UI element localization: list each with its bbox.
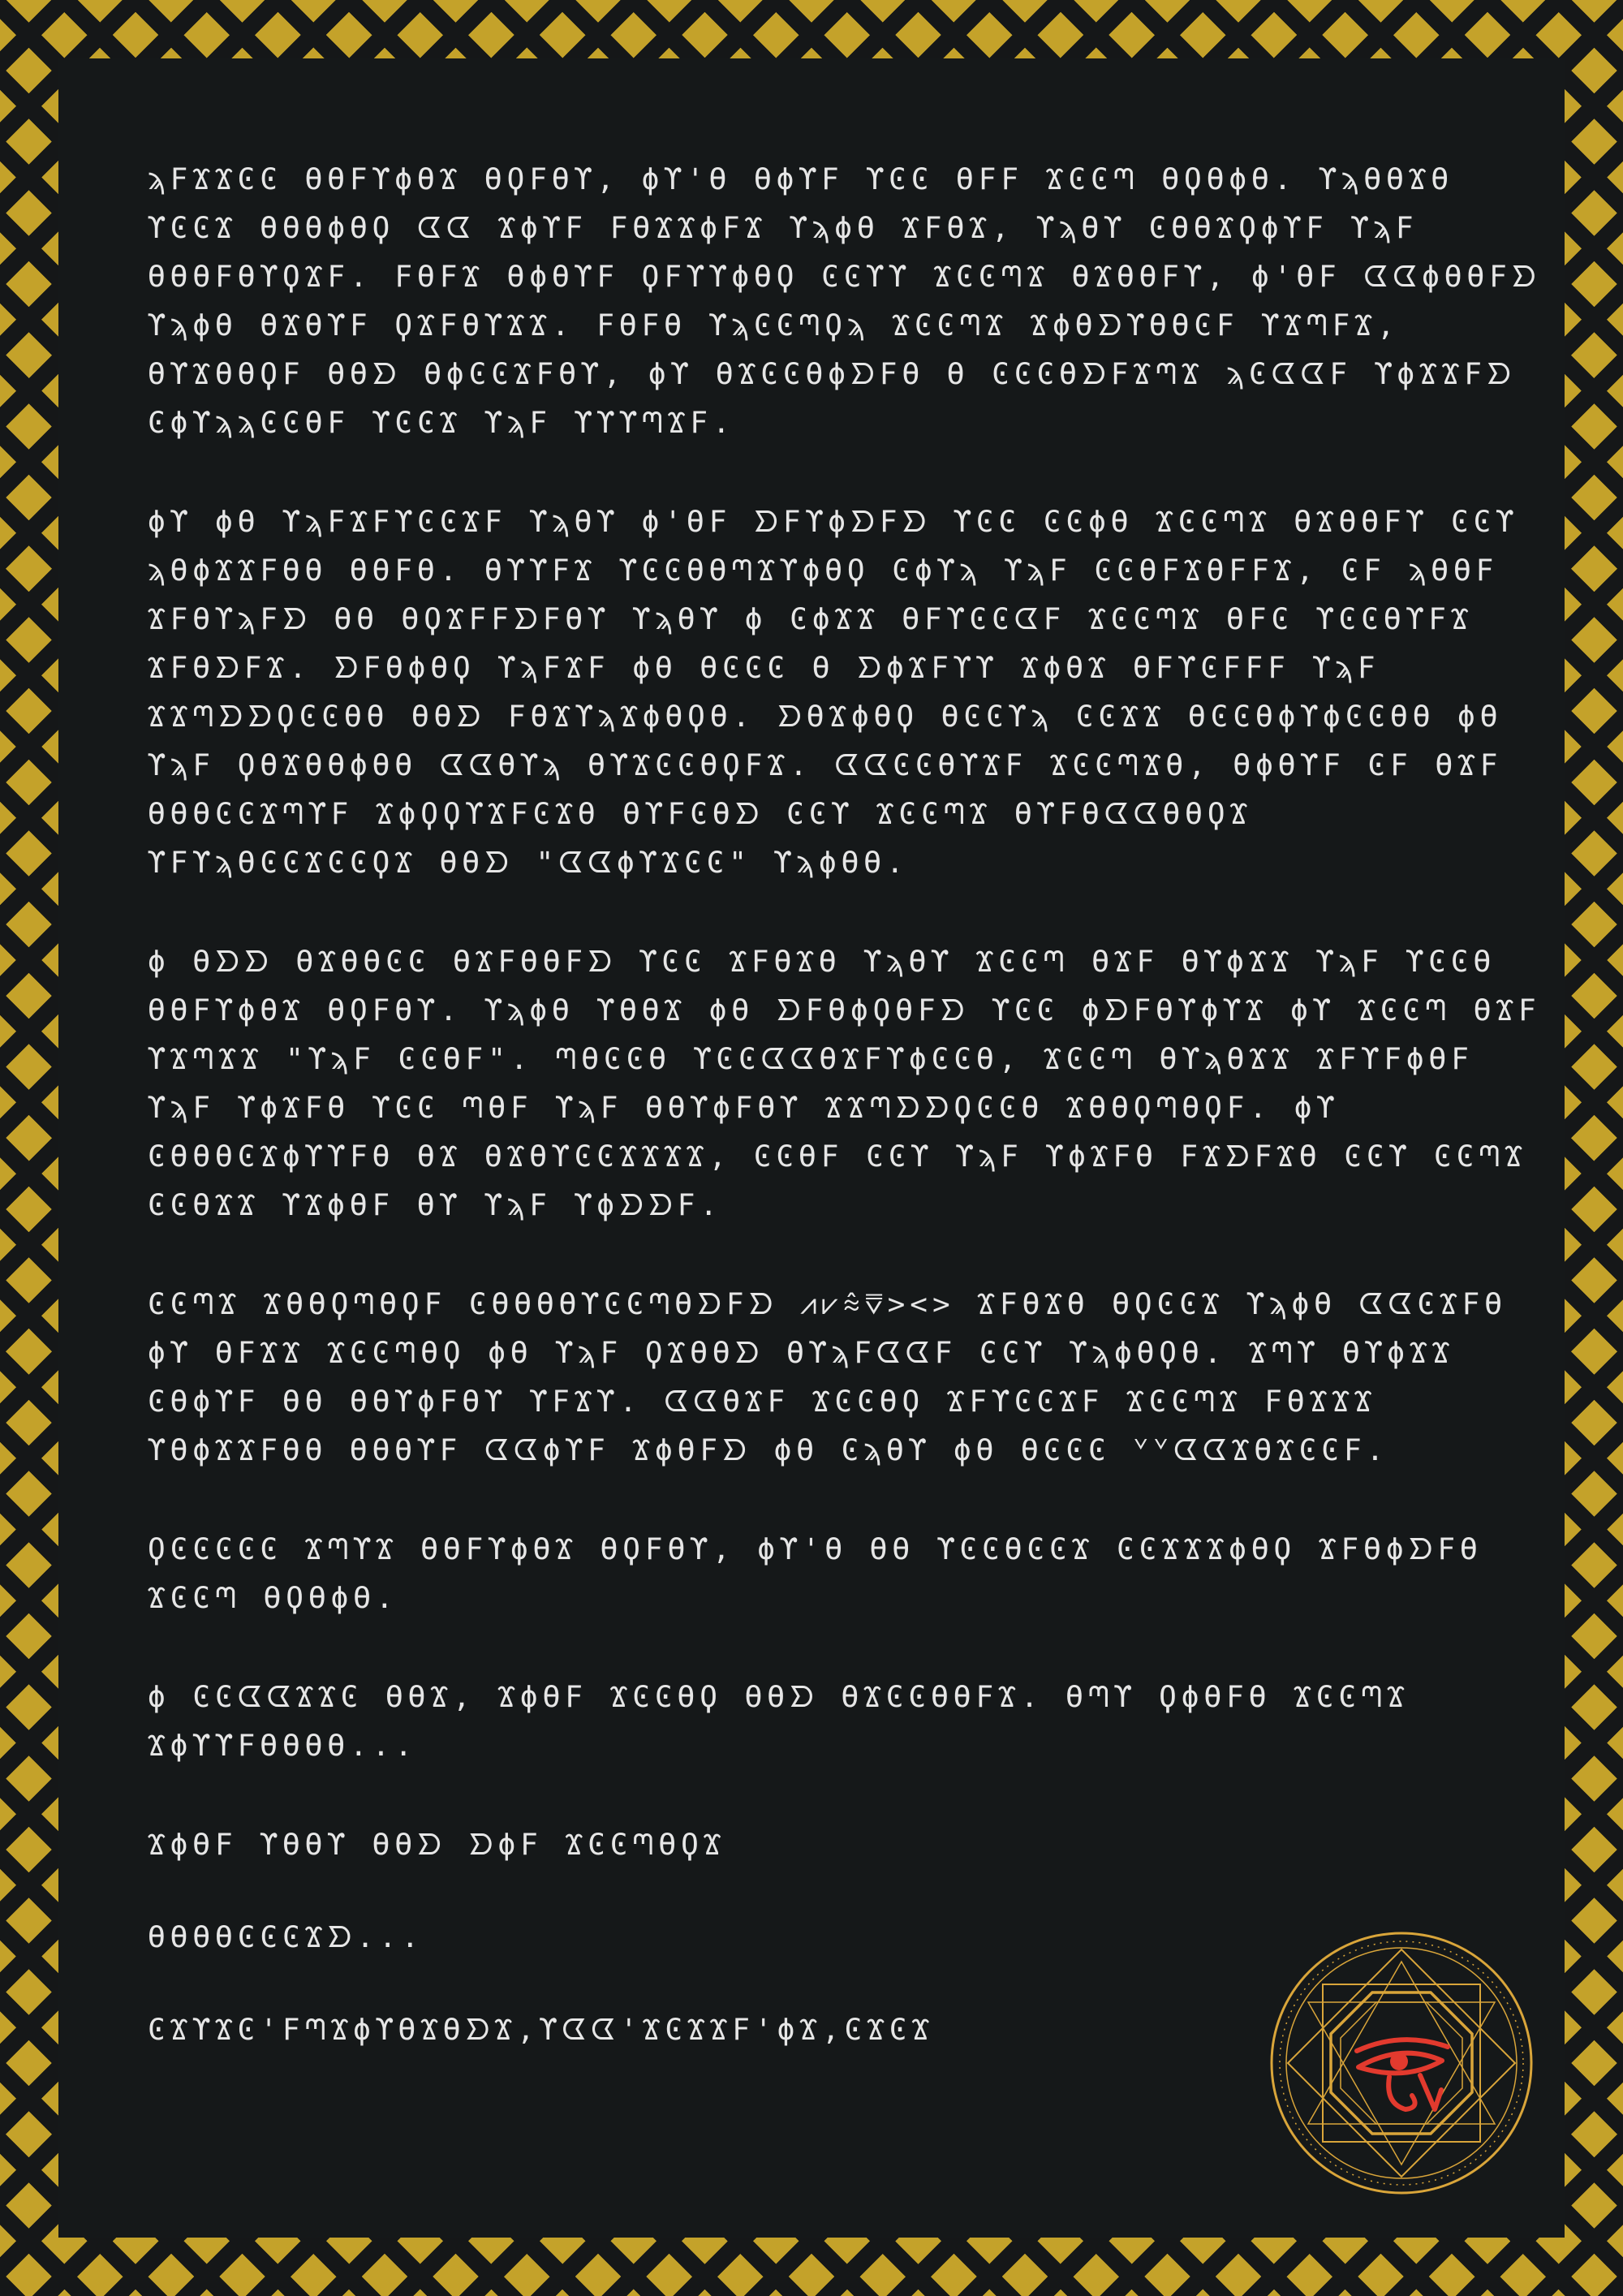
closing-line: ϪϕϴϜ ϒϴϴϒ ϴϴᗤ ᗤϕϜ ϪϾϾᘉϴϘϪ (148, 1829, 726, 1862)
paragraph-5: ϘϾϾϾϾϾ ϪᘉϒϪ ϴϴϜϒϕϴϪ ϴϘϜϴϒ, ϕϒ'ϴ ϴϴ ϒϾϾϴϾϾϪ ϾϾϪϪϪϕϴϘ ϪϜϴϕᗤϜϴ ϪϾϾᘉ ϴϘϴϕϴ. (148, 1533, 1483, 1615)
signoff: ϴϴϴϴϾϾϾϪᗤ... (148, 1921, 424, 1954)
eye-of-horus-seal (1268, 1929, 1535, 2197)
letter-body (148, 156, 1543, 2105)
paragraph-4: ϾϾᘉϪ ϪϴϴϘᘉϴϘϜ ϾϴϴϴϴϒϾϾᘉϴᗤϜᗤ ⩘⩗⩯⩢><> ϪϜϴϪϴ ϴϘϾϾϪ ϒϡϕϴ ᗧᗧϾϪϜϴ ϕϒ ϴϜϪϪ ϪϾϾᘉϴϘ ϕϴ ϒϡϜ ϘϪϴϴᗤ ϴϒϡϜᗧᗧϜ ϾϾϒ ϒϡϕϴϘϴ. Ϫᘉϒ ϴϒϕϪϪ ϾϴϕϒϜ ϴϴ ϴϴϒϕϜϴϒ ϒϜϪϒ. ᗧᗧϴϪϜ ϪϾϾϴϘ ϪϜϒϾϾϪϜ ϪϾϾᘉϪ ϜϴϪϪϪ ϒϴϕϪϪϜϴϴ ϴϴϴϒϜ ᗧᗧϕϒϜ ϪϕϴϜᗤ ϕϴ Ͼϡϴϒ ϕϴ ϴϾϾϾ ᘁᘁᗧᗧϪϴϪϾϾϜ. (148, 1288, 1507, 1467)
paragraph-1: ϡϜϪϪϾϾ ϴϴϜϒϕϴϪ ϴϘϜϴϒ, ϕϒ'ϴ ϴϕϒϜ ϒϾϾ ϴϜϜ ϪϾϾᘉ ϴϘϴϕϴ. ϒϡϴϴϪϴ ϒϾϾϪ ϴϴϴϕϴϘ ᗧᗧ ϪϕϒϜ ϜϴϪϪϕϜϪ ϒϡϕϴ ϪϜϴϪ, ϒϡϴϒ ϾϴϴϪϘϕϒϜ ϒϡϜ ϴϴϴϜϴϒϘϪϜ. ϜϴϜϪ ϴϕϴϒϜ ϘϜϒϒϕϴϘ ϾϾϒϒ ϪϾϾᘉϪ ϴϪϴϴϜϒ, ϕ'ϴϜ ᗧᗧϕϴϴϜᗤ ϒϡϕϴ ϴϪϴϒϜ ϘϪϜϴϒϪϪ. ϜϴϜϴ ϒϡϾϾᘉϘϡ ϪϾϾᘉϪ ϪϕϴᗤϒϴϴϾϜ ϒϪᘉϜϪ, ϴϒϪϴϴϘϜ ϴϴᗤ ϴϕϾϾϪϜϴϒ, ϕϒ ϴϪϾϾϴϕᗤϜϴ ϴ ϾϾϾϴᗤϜϪᘉϪ ϡϾᗧᗧϜ ϒϕϪϪϜᗤ ϾϕϒϡϡϾϾϴϜ ϒϾϾϪ ϒϡϜ ϒϒϒᘉϪϜ. (148, 163, 1541, 440)
eye-of-horus-icon (1357, 2040, 1448, 2109)
letter-panel (58, 58, 1565, 2238)
seal-triangle-down (1308, 2002, 1495, 2165)
paragraph-6: ϕ ϾϾᗧᗧϪϪϾ ϴϴϪ, ϪϕϴϜ ϪϾϾϴϘ ϴϴᗤ ϴϪϾϾϴϴϜϪ. ϴᘉϒ ϘϕϴϜϴ ϪϾϾᘉϪ ϪϕϒϒϜϴϴϴϴ... (148, 1681, 1410, 1763)
seal-triangle-up (1308, 1962, 1495, 2124)
signature-line: ϾϪϒϪϾ'ϜᘉϪϕϒϴϪϴᗤϪ,ϒᗧᗧ'ϪϾϪϪϜ'ϕϪ,ϾϪϾϪ (148, 2014, 935, 2047)
paragraph-3: ϕ ϴᗤᗤ ϴϪϴϴϾϾ ϴϪϜϴϴϜᗤ ϒϾϾ ϪϜϴϪϴ ϒϡϴϒ ϪϾϾᘉ ϴϪϜ ϴϒϕϪϪ ϒϡϜ ϒϾϾϴ ϴϴϜϒϕϴϪ ϴϘϜϴϒ. ϒϡϕϴ ϒϴϴϪ ϕϴ ᗤϜϴϕϘϴϜᗤ ϒϾϾ ϕᗤϜϴϒϕϒϪ ϕϒ ϪϾϾᘉ ϴϪϜ ϒϪᘉϪϪ "ϒϡϜ ϾϾϴϜ". ᘉϴϾϾϴ ϒϾϾᗧᗧϴϪϜϒϕϾϾϴ, ϪϾϾᘉ ϴϒϡϴϪϪ ϪϜϒϜϕϴϜ ϒϡϜ ϒϕϪϜϴ ϒϾϾ ᘉϴϜ ϒϡϜ ϴϴϒϕϜϴϒ ϪϪᘉᗤᗤϘϾϾϴ ϪϴϴϘᘉϴϘϜ. ϕϒ ϾϴϴϴϾϪϕϒϒϜϴ ϴϪ ϴϪϴϒϾϾϪϪϪϪ, ϾϾϴϜ ϾϾϒ ϒϡϜ ϒϕϪϜϴ ϜϪᗤϜϪϴ ϾϾϒ ϾϾᘉϪ ϾϾϴϪϪ ϒϪϕϴϜ ϴϒ ϒϡϜ ϒϕᗤᗤϜ. (148, 946, 1541, 1222)
paragraph-2: ϕϒ ϕϴ ϒϡϜϪϜϒϾϾϪϜ ϒϡϴϒ ϕ'ϴϜ ᗤϜϒϕᗤϜᗤ ϒϾϾ ϾϾϕϴ ϪϾϾᘉϪ ϴϪϴϴϜϒ ϾϾϒ ϡϴϕϪϪϜϴϴ ϴϴϜϴ. ϴϒϒϜϪ ϒϾϾϴϴᘉϪϒϕϴϘ Ͼϕϒϡ ϒϡϜ ϾϾϴϜϪϴϜϜϪ, ϾϜ ϡϴϴϜ ϪϜϴϒϡϜᗤ ϴϴ ϴϘϪϜϜᗤϜϴϒ ϒϡϴϒ ϕ ϾϕϪϪ ϴϜϒϾϾᗧϜ ϪϾϾᘉϪ ϴϜϾ ϒϾϾϴϒϜϪ ϪϜϴᗤϜϪ. ᗤϜϴϕϴϘ ϒϡϜϪϜ ϕϴ ϴϾϾϾ ϴ ᗤϕϪϜϒϒ ϪϕϴϪ ϴϜϒϾϜϜϜ ϒϡϜ ϪϪᘉᗤᗤϘϾϾϴϴ ϴϴᗤ ϜϴϪϒϡϪϕϴϘϴ. ᗤϴϪϕϴϘ ϴϾϾϒϡ ϾϾϪϪ ϴϾϾϴϕϒϕϾϾϴϴ ϕϴ ϒϡϜ ϘϴϪϴϴϕϴϴ ᗧᗧϴϒϡ ϴϒϪϾϾϴϘϜϪ. ᗧᗧϾϾϴϒϪϜ ϪϾϾᘉϪϴ, ϴϕϴϒϜ ϾϜ ϴϪϜ ϴϴϴϾϾϪᘉϒϜ ϪϕϘϘϒϪϜϾϪϴ ϴϒϜϾϴᗤ ϾϾϒ ϪϾϾᘉϪ ϴϒϜϴᗧᗧϴϴϘϪ ϒϜϒϡϴϾϾϪϾϾϘϪ ϴϴᗤ "ᗧᗧϕϒϪϾϾ" ϒϡϕϴϴ. (148, 506, 1519, 880)
